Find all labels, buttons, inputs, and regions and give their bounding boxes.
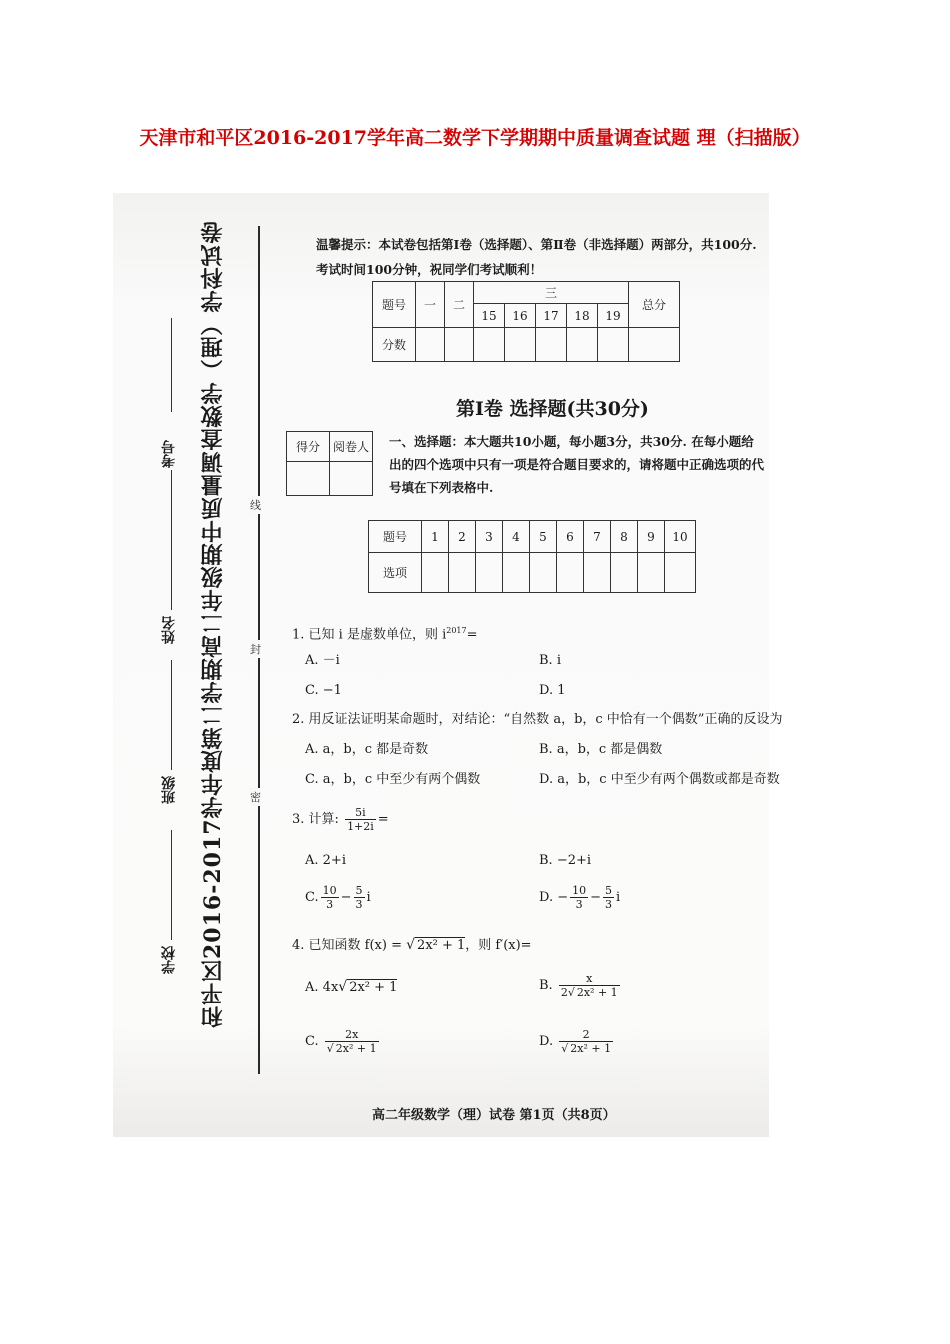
question-3-equals: = (377, 812, 389, 827)
side-field-name: 姓名 (161, 616, 177, 644)
fraction-numerator: 5 (605, 884, 613, 897)
question-1-stem (292, 622, 478, 644)
fraction (321, 884, 339, 911)
option-label: A. (305, 980, 319, 995)
question-4-option-c[interactable] (305, 1028, 381, 1055)
fraction-numerator: 5i (345, 806, 376, 820)
answer-table-cell: 9 (638, 521, 665, 553)
answer-table-header: 题号 (369, 521, 422, 553)
sqrt-icon: √ (567, 986, 575, 999)
fraction-numerator: 5 (355, 884, 363, 897)
fraction-numerator: 10 (322, 884, 337, 897)
fold-mark-seal: 封 (250, 640, 261, 658)
sqrt-icon: √ (561, 1042, 569, 1055)
fraction-denominator: 3 (575, 898, 583, 911)
score-table-cell[interactable] (536, 328, 567, 362)
question-1-equals: = (466, 627, 478, 643)
fraction-denominator (559, 1042, 613, 1055)
page-footer: 高二年级数学（理）试卷 第1页（共8页） (372, 1108, 616, 1123)
question-4-option-a[interactable] (305, 978, 397, 997)
fraction-denominator: 3 (605, 898, 613, 911)
question-2-option-b[interactable]: B. a，b，c 都是偶数 (539, 742, 663, 757)
question-2-option-c[interactable]: C. a，b，c 中至少有两个偶数 (305, 772, 481, 787)
score-table-header: 题号 (373, 282, 416, 328)
score-table-cell: 三 (474, 282, 629, 304)
section-heading: 第Ⅰ卷 选择题(共30分) (456, 398, 649, 420)
score-table-cell: 19 (598, 304, 629, 328)
grader-table-header: 阅卷人 (330, 432, 373, 462)
fraction-denominator: 3 (326, 898, 334, 911)
answer-cell[interactable] (422, 553, 449, 593)
side-field-line (171, 470, 172, 610)
side-field-class: 班级 (161, 776, 177, 804)
fold-mark-secret: 密 (250, 788, 261, 806)
score-table-cell[interactable] (505, 328, 536, 362)
option-label: B. (539, 978, 553, 993)
imaginary-unit: i (616, 890, 621, 905)
radicand: 2x² + 1 (335, 1042, 377, 1055)
answer-cell[interactable] (476, 553, 503, 593)
question-3-text: 3. 计算: (292, 812, 339, 827)
question-1-text: 1. 已知 i 是虚数单位，则 i (292, 627, 447, 643)
question-4-text: 4. 已知函数 f(x) = (292, 938, 407, 953)
fraction-numerator: 10 (572, 884, 587, 897)
answer-cell[interactable] (638, 553, 665, 593)
notice (316, 232, 761, 282)
fraction-numerator: 2x (325, 1028, 379, 1042)
side-field-line (171, 660, 172, 770)
imaginary-unit: i (366, 890, 371, 905)
coefficient: 4x (322, 980, 339, 995)
option-label: C. (305, 1034, 319, 1049)
grader-table-cell[interactable] (287, 462, 330, 496)
answer-cell[interactable] (665, 553, 696, 593)
score-table-cell: 16 (505, 304, 536, 328)
score-table-cell: 总分 (629, 282, 680, 328)
score-table-cell[interactable] (416, 328, 445, 362)
score-table-cell[interactable] (598, 328, 629, 362)
option-label: D. − (539, 890, 569, 905)
answer-table-cell: 5 (530, 521, 557, 553)
question-2-option-a[interactable]: A. a，b，c 都是奇数 (305, 742, 429, 757)
question-3-fraction (345, 806, 376, 833)
question-2-stem: 2. 用反证法证明某命题时，对结论：“自然数 a，b，c 中恰有一个偶数”正确的反设为 (292, 712, 783, 727)
question-4-text-tail: ，则 f′(x)= (465, 938, 532, 953)
answer-table-header: 选项 (369, 553, 422, 593)
notice-line-2: 考试时间100分钟，祝同学们考试顺利！ (316, 262, 543, 277)
fraction-denominator (325, 1042, 379, 1055)
score-table-cell: 二 (445, 282, 474, 328)
side-exam-title: 和平区2016-2017学年度第二学期高二年级期中质量调查数学（理）学科试卷 (200, 220, 226, 1028)
answer-table-cell: 10 (665, 521, 696, 553)
document-title: 天津市和平区2016-2017学年高二数学下学期期中质量调查试题 理（扫描版） (139, 127, 811, 149)
fraction-denominator: 1+2i (347, 820, 374, 833)
question-1-option-a[interactable]: A. －i (305, 653, 340, 668)
question-1-option-b[interactable]: B. i (539, 653, 561, 668)
side-field-exam-number: 考号 (161, 440, 177, 468)
fold-mark-line: 线 (250, 496, 261, 514)
answer-table-cell: 2 (449, 521, 476, 553)
side-field-line (171, 318, 172, 412)
fraction (570, 884, 588, 911)
side-field-school: 学校 (161, 946, 177, 974)
answer-table-cell: 1 (422, 521, 449, 553)
question-3-option-a[interactable]: A. 2+i (305, 853, 346, 868)
question-2-option-d[interactable]: D. a，b，c 中至少有两个偶数或都是奇数 (539, 772, 780, 787)
answer-cell[interactable] (557, 553, 584, 593)
radicand: 2x² + 1 (570, 1042, 612, 1055)
fraction (354, 884, 365, 911)
question-3-option-d[interactable] (539, 884, 620, 911)
score-table-cell: 17 (536, 304, 567, 328)
score-table-cell[interactable] (474, 328, 505, 362)
fraction (559, 972, 620, 999)
question-1-option-c[interactable]: C. −1 (305, 683, 342, 698)
fraction (559, 1028, 613, 1055)
notice-line-1: 温馨提示：本试卷包括第Ⅰ卷（选择题）、第Ⅱ卷（非选择题）两部分，共100分. (316, 237, 757, 252)
grader-table-cell[interactable] (330, 462, 373, 496)
fraction-numerator: 2 (559, 1028, 613, 1042)
minus-sign: − (340, 890, 352, 905)
answer-cell[interactable] (503, 553, 530, 593)
fraction-denominator: 3 (355, 898, 363, 911)
answer-table-cell: 4 (503, 521, 530, 553)
question-3-option-b[interactable]: B. −2+i (539, 853, 592, 868)
score-table-cell: 一 (416, 282, 445, 328)
radicand: 2x² + 1 (576, 986, 618, 999)
question-1-option-d[interactable]: D. 1 (539, 683, 566, 698)
sqrt-icon: √ (338, 979, 348, 995)
question-3-stem (292, 806, 389, 833)
fraction (603, 884, 614, 911)
fraction-denominator (559, 986, 620, 999)
question-4-stem (292, 936, 532, 955)
side-field-line (171, 830, 172, 940)
answer-table (368, 520, 696, 593)
grader-table-header: 得分 (287, 432, 330, 462)
question-1-exponent: 2017 (446, 626, 467, 635)
answer-table-cell: 3 (476, 521, 503, 553)
fraction (325, 1028, 379, 1055)
answer-cell[interactable] (530, 553, 557, 593)
answer-table-cell: 8 (611, 521, 638, 553)
score-table-cell: 15 (474, 304, 505, 328)
score-table (372, 281, 680, 362)
score-table-header: 分数 (373, 328, 416, 362)
question-4-option-d[interactable] (539, 1028, 615, 1055)
answer-cell[interactable] (449, 553, 476, 593)
score-table-cell: 18 (567, 304, 598, 328)
option-label: D. (539, 1034, 554, 1049)
radicand: 2x² + 1 (349, 980, 398, 995)
minus-sign: − (590, 890, 602, 905)
answer-cell[interactable] (584, 553, 611, 593)
option-label: C. (305, 890, 319, 905)
score-table-cell[interactable] (567, 328, 598, 362)
answer-table-cell: 7 (584, 521, 611, 553)
answer-cell[interactable] (611, 553, 638, 593)
question-4-option-b[interactable] (539, 972, 622, 999)
answer-table-cell: 6 (557, 521, 584, 553)
score-table-cell[interactable] (445, 328, 474, 362)
coefficient: 2 (560, 986, 568, 999)
sqrt-icon: √ (326, 1042, 334, 1055)
fraction-numerator: x (559, 972, 620, 986)
question-3-option-c[interactable] (305, 884, 371, 911)
radicand: 2x² + 1 (417, 938, 466, 953)
score-table-cell[interactable] (629, 328, 680, 362)
section-instruction: 一、选择题：本大题共10小题，每小题3分，共30分. 在每小题给出的四个选项中只有一项是符合题目要求的，请将题中正确选项的代号填在下列表格中. (389, 434, 765, 495)
sqrt-icon: √ (406, 937, 416, 953)
grader-table (286, 431, 373, 496)
